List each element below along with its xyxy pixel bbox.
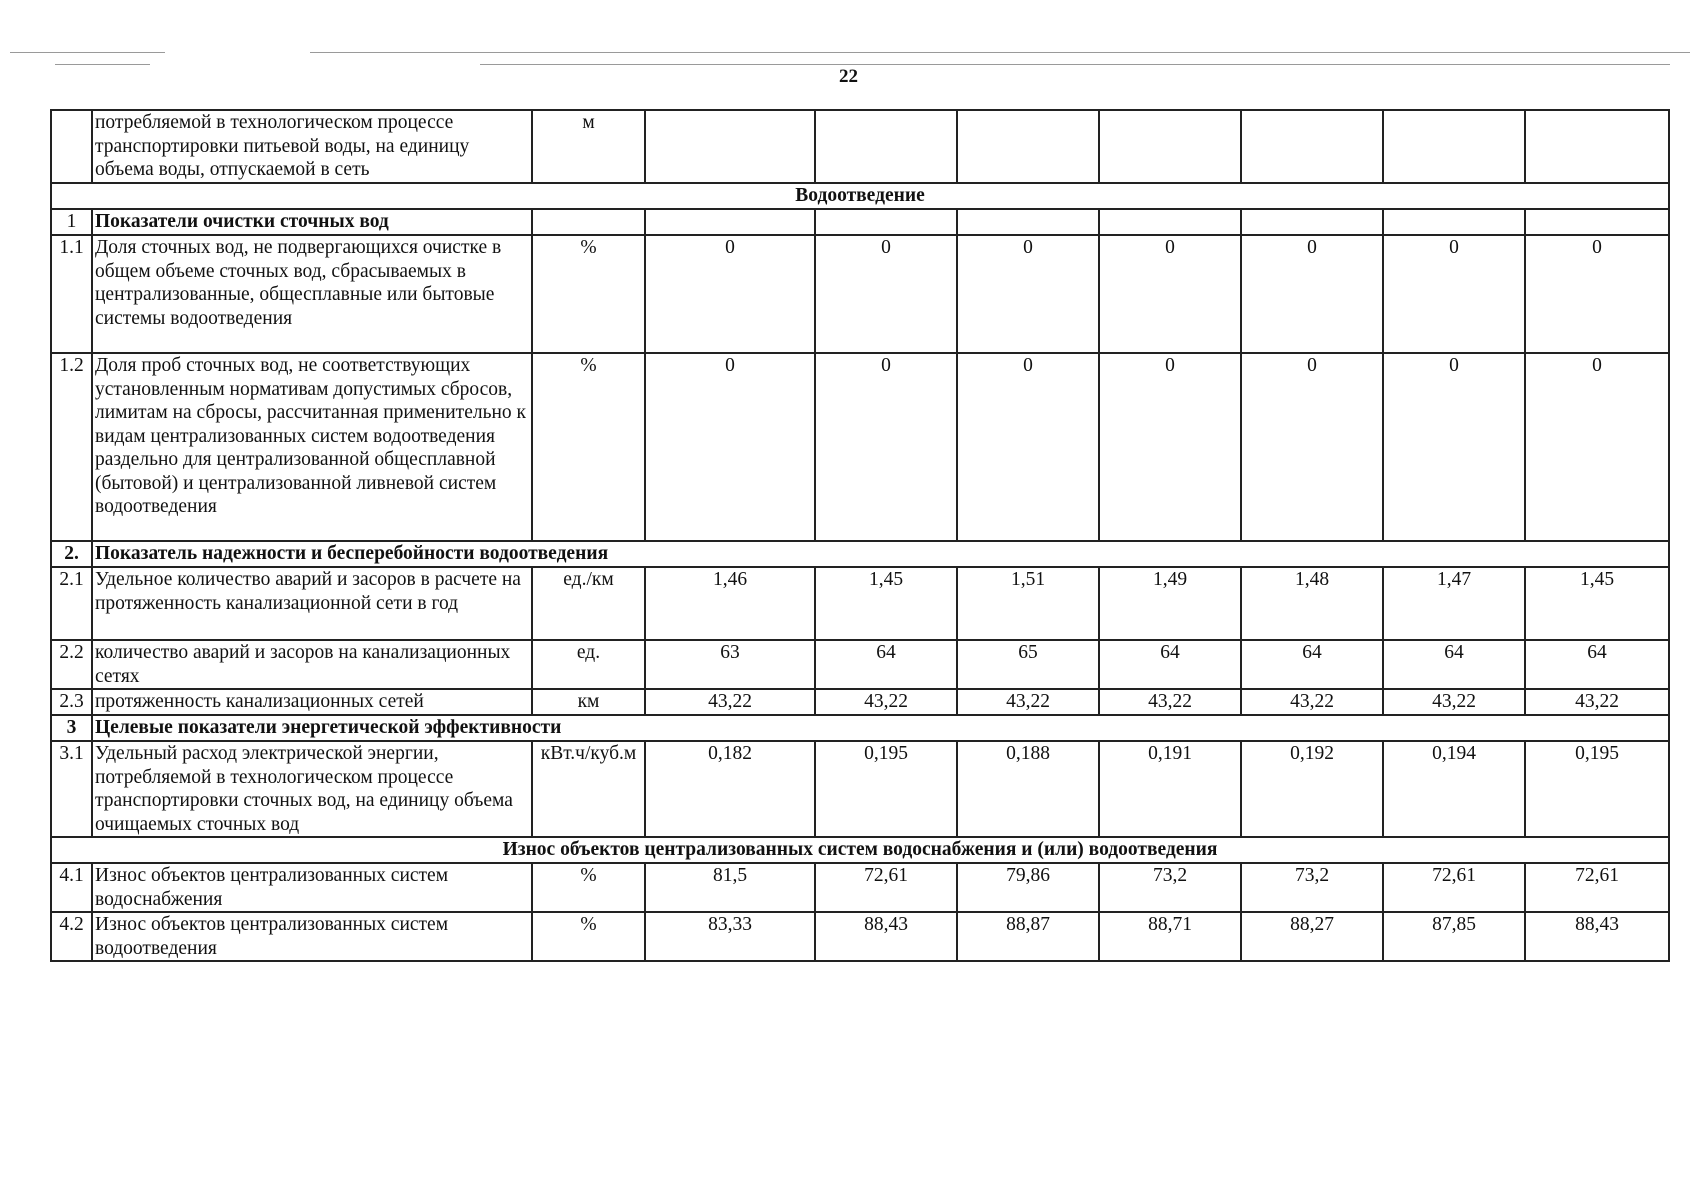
value-cell [1383,110,1525,183]
value-cell: 43,22 [1099,689,1241,715]
value-cell: 0 [1383,353,1525,541]
value-cell: 1,48 [1241,567,1383,640]
indicator-name: Удельное количество аварий и засоров в расчете на протяженность канализационной сети в год [92,567,532,640]
indicator-name: Износ объектов централизованных систем водоснабжения [92,863,532,912]
value-cell: 64 [1099,640,1241,689]
empty-cell [645,209,815,235]
value-cell: 1,49 [1099,567,1241,640]
unit-cell: % [532,912,645,961]
row-number-cell: 2.1 [51,567,92,640]
scan-artifact-line [10,52,165,53]
value-cell: 43,22 [815,689,957,715]
value-cell: 0 [1383,235,1525,353]
value-cell: 43,22 [957,689,1099,715]
unit-cell: м [532,110,645,183]
value-cell: 88,43 [815,912,957,961]
value-cell: 64 [815,640,957,689]
value-cell [1241,110,1383,183]
value-cell: 0 [815,235,957,353]
page-number: 22 [839,66,858,87]
value-cell: 0,195 [815,741,957,837]
group-number: 1 [51,209,92,235]
indicator-name: потребляемой в технологическом процессе транспортировки питьевой воды, на единицу объема воды, отпускаемой в сеть [92,110,532,183]
scan-artifact-line [55,64,150,65]
value-cell: 1,46 [645,567,815,640]
value-cell [1525,110,1669,183]
value-cell [957,110,1099,183]
empty-cell [1383,209,1525,235]
empty-cell [957,209,1099,235]
group-title: Показатели очистки сточных вод [92,209,532,235]
table-row-3-1 [51,741,1669,837]
group-number: 3 [51,715,92,741]
row-number-cell: 2.3 [51,689,92,715]
value-cell: 1,51 [957,567,1099,640]
row-number-cell: 4.2 [51,912,92,961]
value-cell: 0 [1241,235,1383,353]
value-cell: 72,61 [1383,863,1525,912]
unit-cell: ед./км [532,567,645,640]
value-cell: 0 [1525,353,1669,541]
unit-cell: кВт.ч/куб.м [532,741,645,837]
value-cell: 88,27 [1241,912,1383,961]
section-heading-row [51,183,1669,209]
row-number-cell: 2.2 [51,640,92,689]
value-cell: 0,195 [1525,741,1669,837]
value-cell: 0,188 [957,741,1099,837]
value-cell: 43,22 [1383,689,1525,715]
value-cell: 65 [957,640,1099,689]
value-cell: 0,191 [1099,741,1241,837]
unit-cell: % [532,863,645,912]
section-heading-wear: Износ объектов централизованных систем водоснабжения и (или) водоотведения [51,837,1669,863]
row-number-cell: 1.2 [51,353,92,541]
indicators-table [50,109,1670,962]
table-row-4-1 [51,863,1669,912]
value-cell: 1,45 [1525,567,1669,640]
value-cell: 0,194 [1383,741,1525,837]
unit-cell: % [532,235,645,353]
indicator-name: количество аварий и засоров на канализационных сетях [92,640,532,689]
empty-cell [1099,209,1241,235]
value-cell: 88,87 [957,912,1099,961]
empty-cell [1241,209,1383,235]
empty-cell [532,209,645,235]
row-number-cell [51,110,92,183]
table-row-2-1 [51,567,1669,640]
value-cell: 0 [815,353,957,541]
value-cell: 83,33 [645,912,815,961]
value-cell: 72,61 [1525,863,1669,912]
empty-cell [1525,209,1669,235]
value-cell: 73,2 [1099,863,1241,912]
value-cell [645,110,815,183]
unit-cell: % [532,353,645,541]
indicator-name: Износ объектов централизованных систем водоотведения [92,912,532,961]
value-cell: 0 [957,353,1099,541]
value-cell: 0 [1241,353,1383,541]
table-row-1-2 [51,353,1669,541]
group-title: Показатель надежности и бесперебойности водоотведения [92,541,1669,567]
table-row-2-3 [51,689,1669,715]
value-cell: 1,45 [815,567,957,640]
group-heading-row [51,209,1669,235]
value-cell: 43,22 [1241,689,1383,715]
value-cell: 88,43 [1525,912,1669,961]
row-number-cell: 3.1 [51,741,92,837]
empty-cell [815,209,957,235]
value-cell: 72,61 [815,863,957,912]
unit-cell: ед. [532,640,645,689]
row-number-cell: 1.1 [51,235,92,353]
indicator-name: Доля проб сточных вод, не соответствующих установленным нормативам допустимых сбросов, лимитам на сбросы, рассчитанная применительно к видам централизованных систем водоотведения раздельно для централизованной общесплавной (бытовой) и централизованной ливневой систем водоотведения [92,353,532,541]
value-cell: 0 [645,353,815,541]
value-cell: 64 [1383,640,1525,689]
unit-cell: км [532,689,645,715]
value-cell: 0 [1099,235,1241,353]
group-title: Целевые показатели энергетической эффективности [92,715,1669,741]
section-heading-row [51,837,1669,863]
value-cell: 0 [1099,353,1241,541]
section-heading-water-disposal: Водоотведение [51,183,1669,209]
value-cell: 1,47 [1383,567,1525,640]
value-cell: 87,85 [1383,912,1525,961]
value-cell: 63 [645,640,815,689]
value-cell: 0 [1525,235,1669,353]
value-cell: 43,22 [1525,689,1669,715]
value-cell: 79,86 [957,863,1099,912]
value-cell: 0 [957,235,1099,353]
value-cell: 0 [645,235,815,353]
row-number-cell: 4.1 [51,863,92,912]
table-row-continuation [51,110,1669,183]
group-heading-row [51,541,1669,567]
group-heading-row [51,715,1669,741]
table-row-2-2 [51,640,1669,689]
table-row-4-2 [51,912,1669,961]
value-cell: 0,182 [645,741,815,837]
value-cell: 43,22 [645,689,815,715]
scan-artifact-line [310,52,1690,53]
group-number: 2. [51,541,92,567]
value-cell: 0,192 [1241,741,1383,837]
value-cell: 81,5 [645,863,815,912]
scan-artifact-line [480,64,1670,65]
table-row-1-1 [51,235,1669,353]
value-cell [1099,110,1241,183]
value-cell: 88,71 [1099,912,1241,961]
indicator-name: Удельный расход электрической энергии, потребляемой в технологическом процессе транспортировки сточных вод, на единицу объема очищаемых сточных вод [92,741,532,837]
value-cell: 64 [1241,640,1383,689]
indicator-name: Доля сточных вод, не подвергающихся очистке в общем объеме сточных вод, сбрасываемых в централизованные, общесплавные или бытовые системы водоотведения [92,235,532,353]
value-cell [815,110,957,183]
value-cell: 64 [1525,640,1669,689]
indicator-name: протяженность канализационных сетей [92,689,532,715]
value-cell: 73,2 [1241,863,1383,912]
